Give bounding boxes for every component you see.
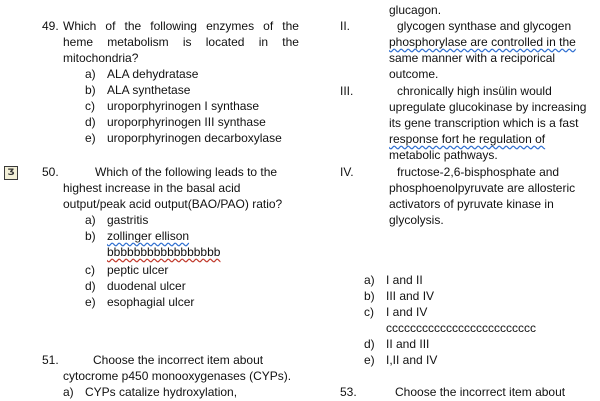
statement-iii-numeral: III. — [340, 84, 354, 98]
q52-option-c: I and IV — [386, 305, 428, 319]
q49-option-e: uroporphyrinogen decarboxylase — [107, 131, 282, 145]
q52-option-d-letter: d) — [364, 337, 375, 351]
q49-line3: mitochondria? — [63, 51, 139, 65]
q52-option-b-letter: b) — [364, 289, 375, 303]
spellcheck-mark: zollinger ellison — [107, 229, 190, 243]
q52-option-d: II and III — [386, 337, 430, 351]
q50-option-e: esophagial ulcer — [107, 295, 195, 309]
q51-line1: Choose the incorrect item about — [93, 353, 264, 367]
q50-option-b-letter: b) — [85, 229, 96, 243]
statement-iv-line2: phosphoenolpyruvate are allosteric — [389, 181, 576, 195]
statement-iii-line1: chronically high insülin would — [397, 84, 552, 98]
q52-option-a-letter: a) — [364, 273, 375, 287]
q50-option-a: gastritis — [107, 213, 149, 227]
q50-option-e-letter: e) — [85, 295, 96, 309]
q50-option-a-letter: a) — [85, 213, 96, 227]
q51-line2: cytocrome p450 monooxygenases (CYPs). — [63, 369, 292, 383]
q49-option-a-letter: a) — [85, 67, 96, 81]
q50-line3: output/peak acid output(BAO/PAO) ratio? — [63, 197, 283, 211]
q52-option-e-letter: e) — [364, 353, 375, 367]
q50-option-c: peptic ulcer — [107, 263, 169, 277]
statement-ii-numeral: II. — [340, 19, 351, 33]
q51-option-a: CYPs catalize hydroxylation, — [85, 385, 238, 399]
right-column — [330, 0, 600, 401]
statement-ii-line3: same manner with a reciporical — [389, 51, 556, 65]
q50-option-d-letter: d) — [85, 279, 96, 293]
q49-option-c-letter: c) — [85, 99, 95, 113]
statement-iv-line3: activators of pyruvate kinase in — [389, 197, 554, 211]
q53-line1: Choose the incorrect item about — [395, 385, 566, 399]
q52-option-b: III and IV — [386, 289, 435, 303]
q50-line2: highest increase in the basal acid — [63, 181, 241, 195]
q52-option-e: I,II and IV — [386, 353, 438, 367]
statement-iii-line3: its gene transcription which is a fast — [389, 116, 579, 130]
q49-number: 49. — [42, 19, 59, 33]
spellcheck-mark: phosphorylase are controlled in the — [389, 35, 576, 49]
q51-option-a-letter: a) — [63, 385, 74, 399]
spellcheck-mark: response fort he regulation of — [389, 132, 546, 146]
statement-iv-numeral: IV. — [340, 165, 354, 179]
q49-line1: Which of the following enzymes of the — [63, 19, 299, 33]
statement-iv-line1: fructose-2,6-bisphosphate and — [397, 165, 560, 179]
q49-option-e-letter: e) — [85, 131, 96, 145]
q50-option-d: duodenal ulcer — [107, 279, 186, 293]
statement-ii-line4: outcome. — [389, 67, 439, 81]
q49-option-a: ALA dehydratase — [107, 67, 199, 81]
comment-icon[interactable]: Ʒ — [4, 166, 18, 180]
q49-option-d: uroporphyrinogen III synthase — [107, 115, 266, 129]
statement-i-end: glucagon. — [389, 3, 442, 17]
statement-iii-line2: upregulate glucokinase by increasing — [389, 100, 587, 114]
q52-option-c-letter: c) — [364, 305, 374, 319]
q51-number: 51. — [42, 353, 59, 367]
q52-option-c-cont: ccccccccccccccccccccccccc — [386, 321, 536, 335]
q50-number: 50. — [42, 165, 59, 179]
q50-line1: Which of the following leads to the — [95, 165, 278, 179]
q49-option-c: uroporphyrinogen I synthase — [107, 99, 260, 113]
statement-ii-line1: glycogen synthase and glycogen — [397, 19, 572, 33]
statement-iii-line5: metabolic pathways. — [389, 148, 498, 162]
spellcheck-mark: bbbbbbbbbbbbbbbbb — [107, 245, 221, 259]
statement-iv-line4: glycolysis. — [389, 213, 444, 227]
q49-option-b-letter: b) — [85, 83, 96, 97]
q50-option-c-letter: c) — [85, 263, 95, 277]
statement-ii-line2 — [389, 35, 576, 50]
q49-option-d-letter: d) — [85, 115, 96, 129]
q50-option-b — [107, 229, 189, 244]
q50-option-b-cont — [107, 245, 220, 260]
q49-line2: heme metabolism is located in the — [63, 35, 299, 49]
statement-iii-line4 — [389, 132, 545, 147]
q53-number: 53. — [340, 385, 357, 399]
q49-option-b: ALA synthetase — [107, 83, 191, 97]
q52-option-a: I and II — [386, 273, 423, 287]
